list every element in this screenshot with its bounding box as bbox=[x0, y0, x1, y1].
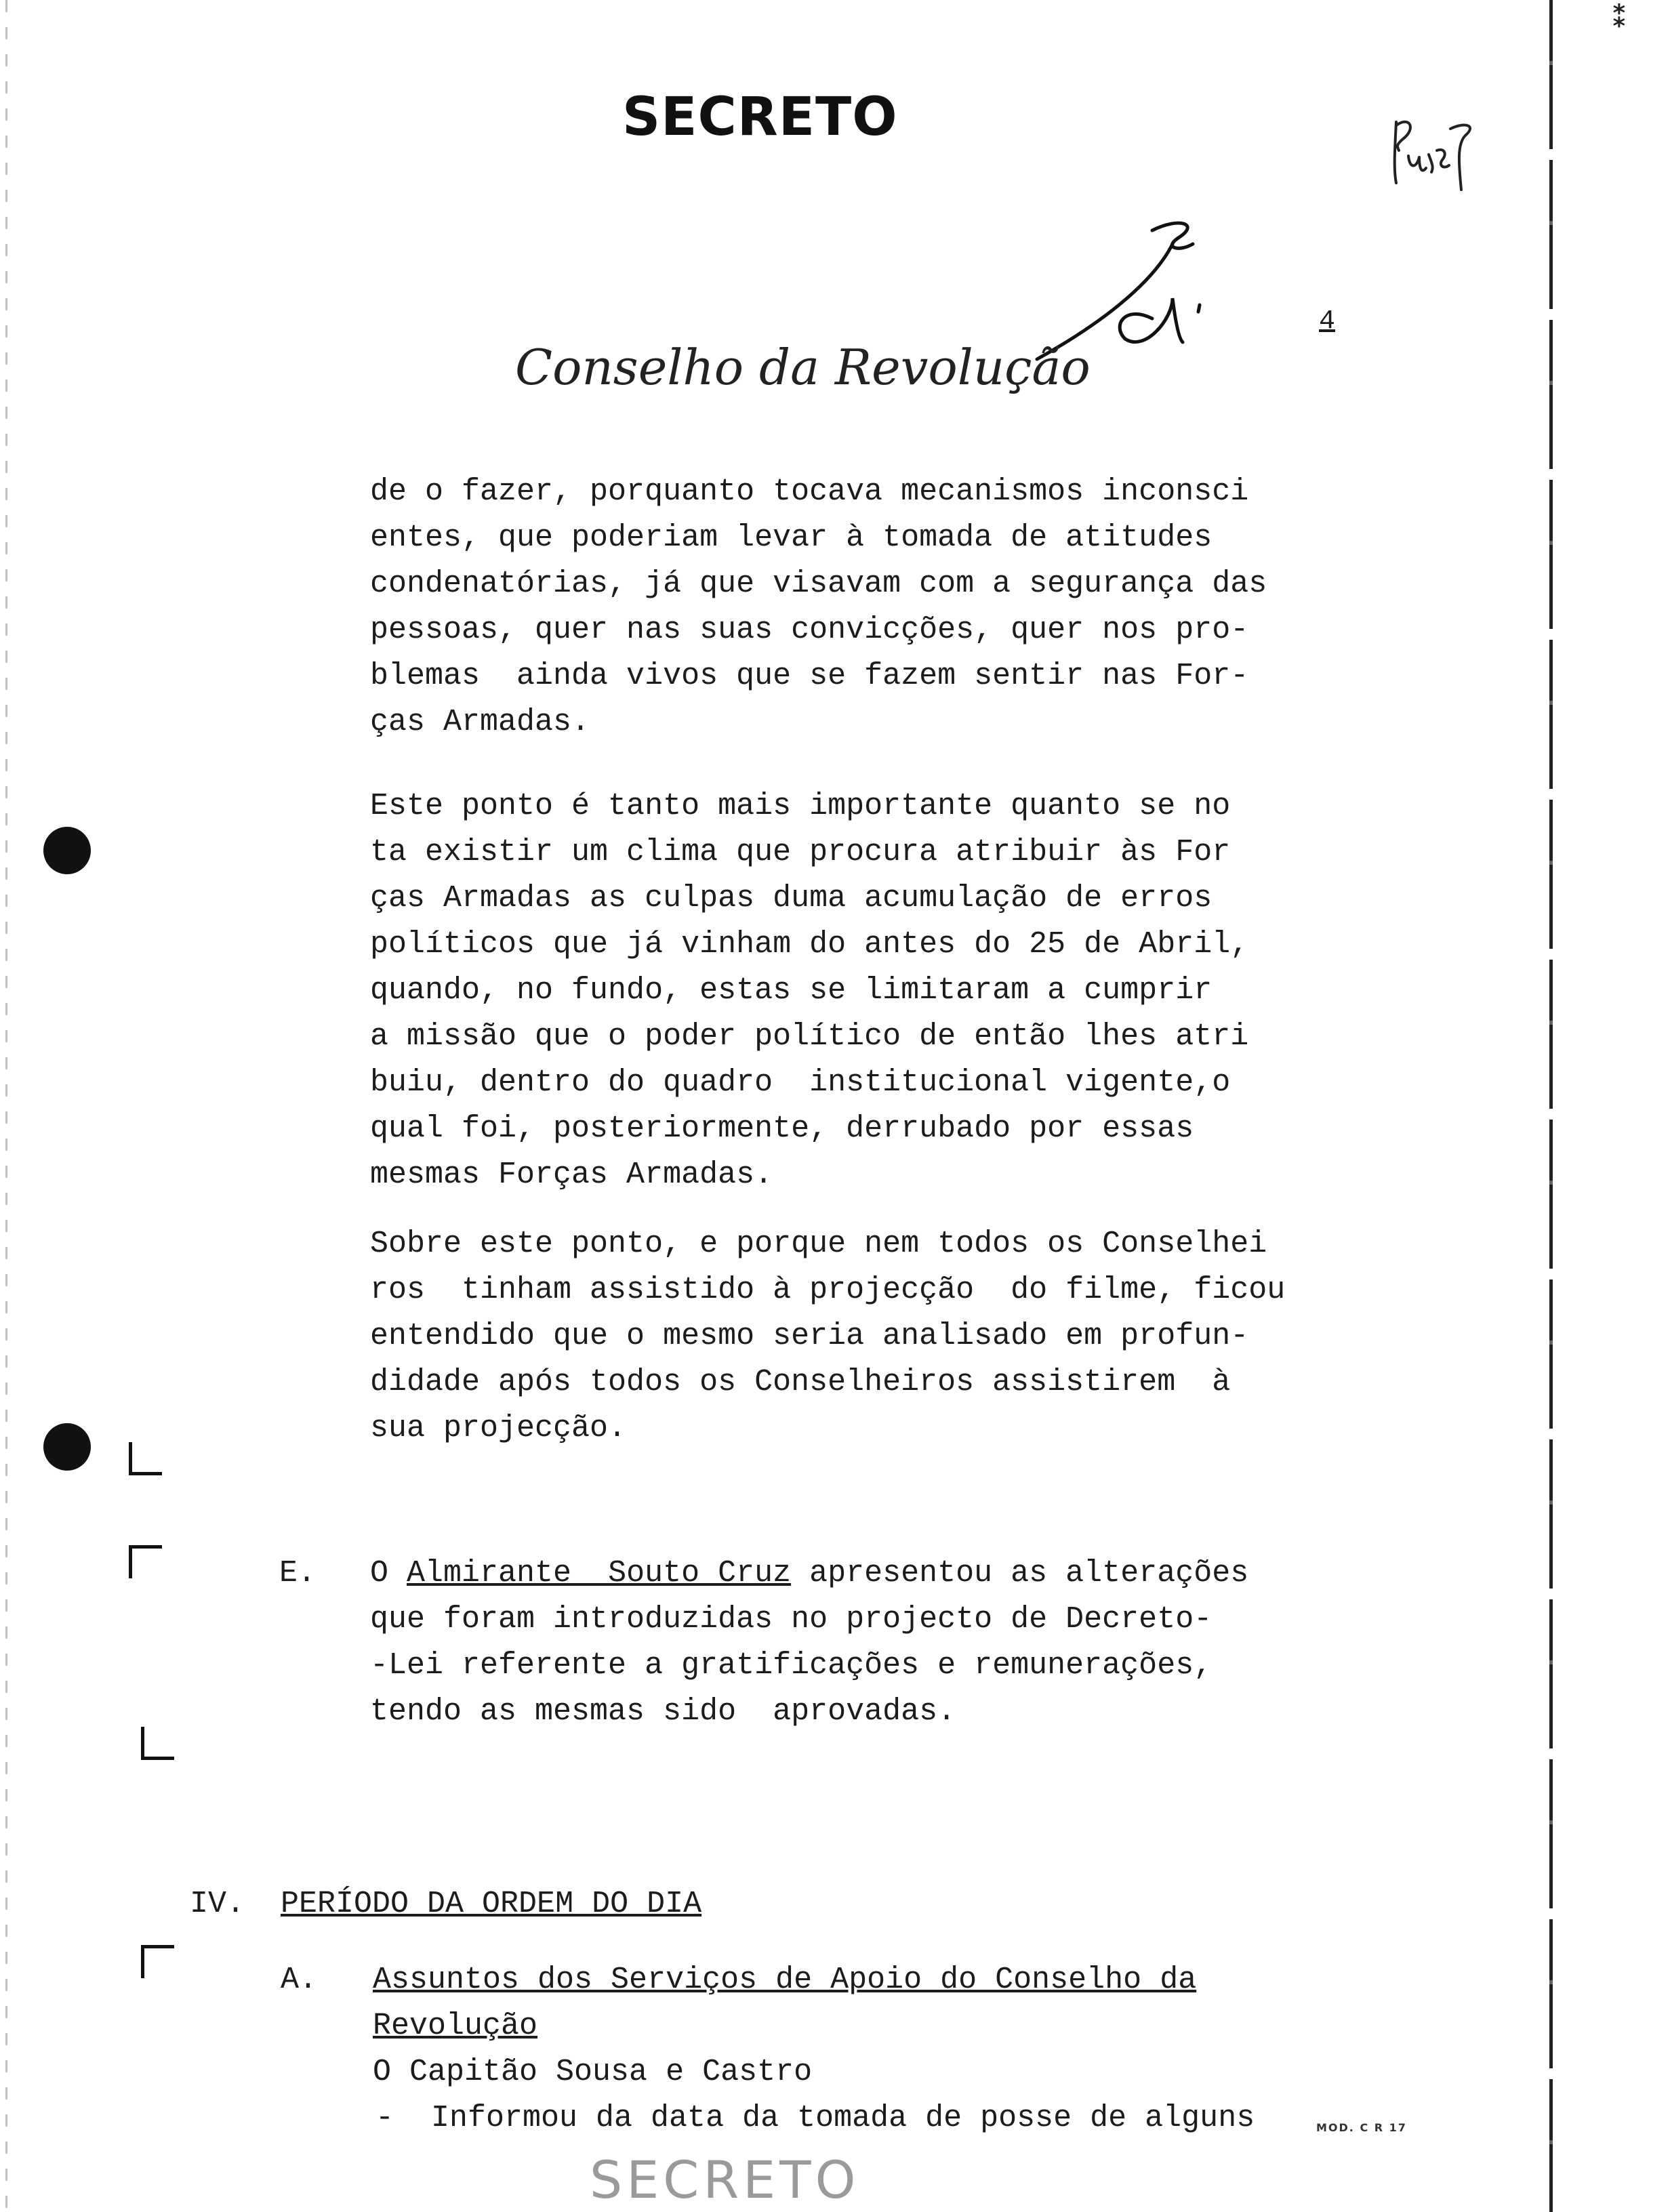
text-line: políticos que já vinham do antes do 25 de Abril, bbox=[370, 927, 1249, 962]
text-line: de o fazer, porquanto tocava mecanismos inconsci bbox=[370, 474, 1249, 509]
punch-hole bbox=[43, 1423, 91, 1471]
text-segment: apresentou as alterações bbox=[791, 1556, 1249, 1591]
initials-mark bbox=[1395, 122, 1470, 190]
page-number: 4 bbox=[1319, 306, 1336, 337]
text-line: ças Armadas as culpas duma acumulação de erros bbox=[370, 881, 1213, 916]
text-line: pessoas, quer nas suas convicções, quer nos pro- bbox=[370, 613, 1249, 647]
text-line: O Capitão Sousa e Castro bbox=[373, 2055, 813, 2089]
bullet-dash: - bbox=[375, 2101, 394, 2135]
text-line: didade após todos os Conselheiros assistirem à bbox=[370, 1365, 1231, 1399]
text-line: a missão que o poder político de então lhes atri bbox=[370, 1019, 1249, 1054]
text-line: tendo as mesmas sido aprovadas. bbox=[370, 1694, 956, 1729]
section-marker: IV. bbox=[190, 1887, 245, 1921]
text-segment: O bbox=[370, 1556, 407, 1591]
text-line: entendido que o mesmo seria analisado em profun- bbox=[370, 1319, 1249, 1353]
handwritten-marks bbox=[0, 0, 1670, 515]
item-marker: A. bbox=[281, 1963, 318, 1997]
section-title: PERÍODO DA ORDEM DO DIA bbox=[281, 1887, 702, 1921]
text-line: -Lei referente a gratificações e remunerações, bbox=[370, 1648, 1213, 1683]
text-line: buiu, dentro do quadro institucional vigente,o bbox=[370, 1065, 1231, 1100]
text-line: mesmas Forças Armadas. bbox=[370, 1158, 773, 1192]
form-code: MOD. C R 17 bbox=[1316, 2121, 1407, 2134]
classification-footer: SECRETO bbox=[590, 2150, 860, 2210]
letterhead: Conselho da Revolução bbox=[515, 339, 1091, 396]
text-line bbox=[370, 1556, 1248, 1591]
text-line: condenatórias, já que visavam com a segurança das bbox=[370, 567, 1267, 601]
text-line: sua projecção. bbox=[370, 1411, 627, 1446]
text-line: qual foi, posteriormente, derrubado por essas bbox=[370, 1111, 1194, 1146]
text-line: ros tinham assistido à projecção do filme, ficou bbox=[370, 1273, 1286, 1307]
underlined-name: Almirante Souto Cruz bbox=[407, 1556, 792, 1591]
corner-mark bbox=[129, 1442, 162, 1475]
text-line: ta existir um clima que procura atribuir às For bbox=[370, 835, 1231, 869]
text-line: entes, que poderiam levar à tomada de atitudes bbox=[370, 520, 1213, 555]
item-title: Revolução bbox=[373, 2009, 538, 2043]
corner-mark bbox=[141, 1945, 174, 1978]
item-title: Assuntos dos Serviços de Apoio do Conselho da bbox=[373, 1963, 1197, 1997]
text-line: Este ponto é tanto mais importante quanto se no bbox=[370, 789, 1231, 823]
edge-mark-icon: ⁑ bbox=[1612, 0, 1628, 35]
text-line: ças Armadas. bbox=[370, 705, 590, 739]
corner-mark bbox=[141, 1727, 174, 1760]
corner-mark bbox=[129, 1545, 162, 1578]
text-line: blemas ainda vivos que se fazem sentir nas For- bbox=[370, 659, 1249, 693]
classification-header: SECRETO bbox=[622, 87, 898, 148]
text-line: que foram introduzidas no projecto de Decreto- bbox=[370, 1602, 1213, 1637]
text-line: Sobre este ponto, e porque nem todos os Conselhei bbox=[370, 1227, 1267, 1261]
text-line: Informou da data da tomada de posse de alguns bbox=[431, 2101, 1255, 2135]
item-marker: E. bbox=[279, 1556, 317, 1591]
text-line: quando, no fundo, estas se limitaram a cumprir bbox=[370, 973, 1213, 1008]
punch-hole bbox=[43, 827, 91, 874]
